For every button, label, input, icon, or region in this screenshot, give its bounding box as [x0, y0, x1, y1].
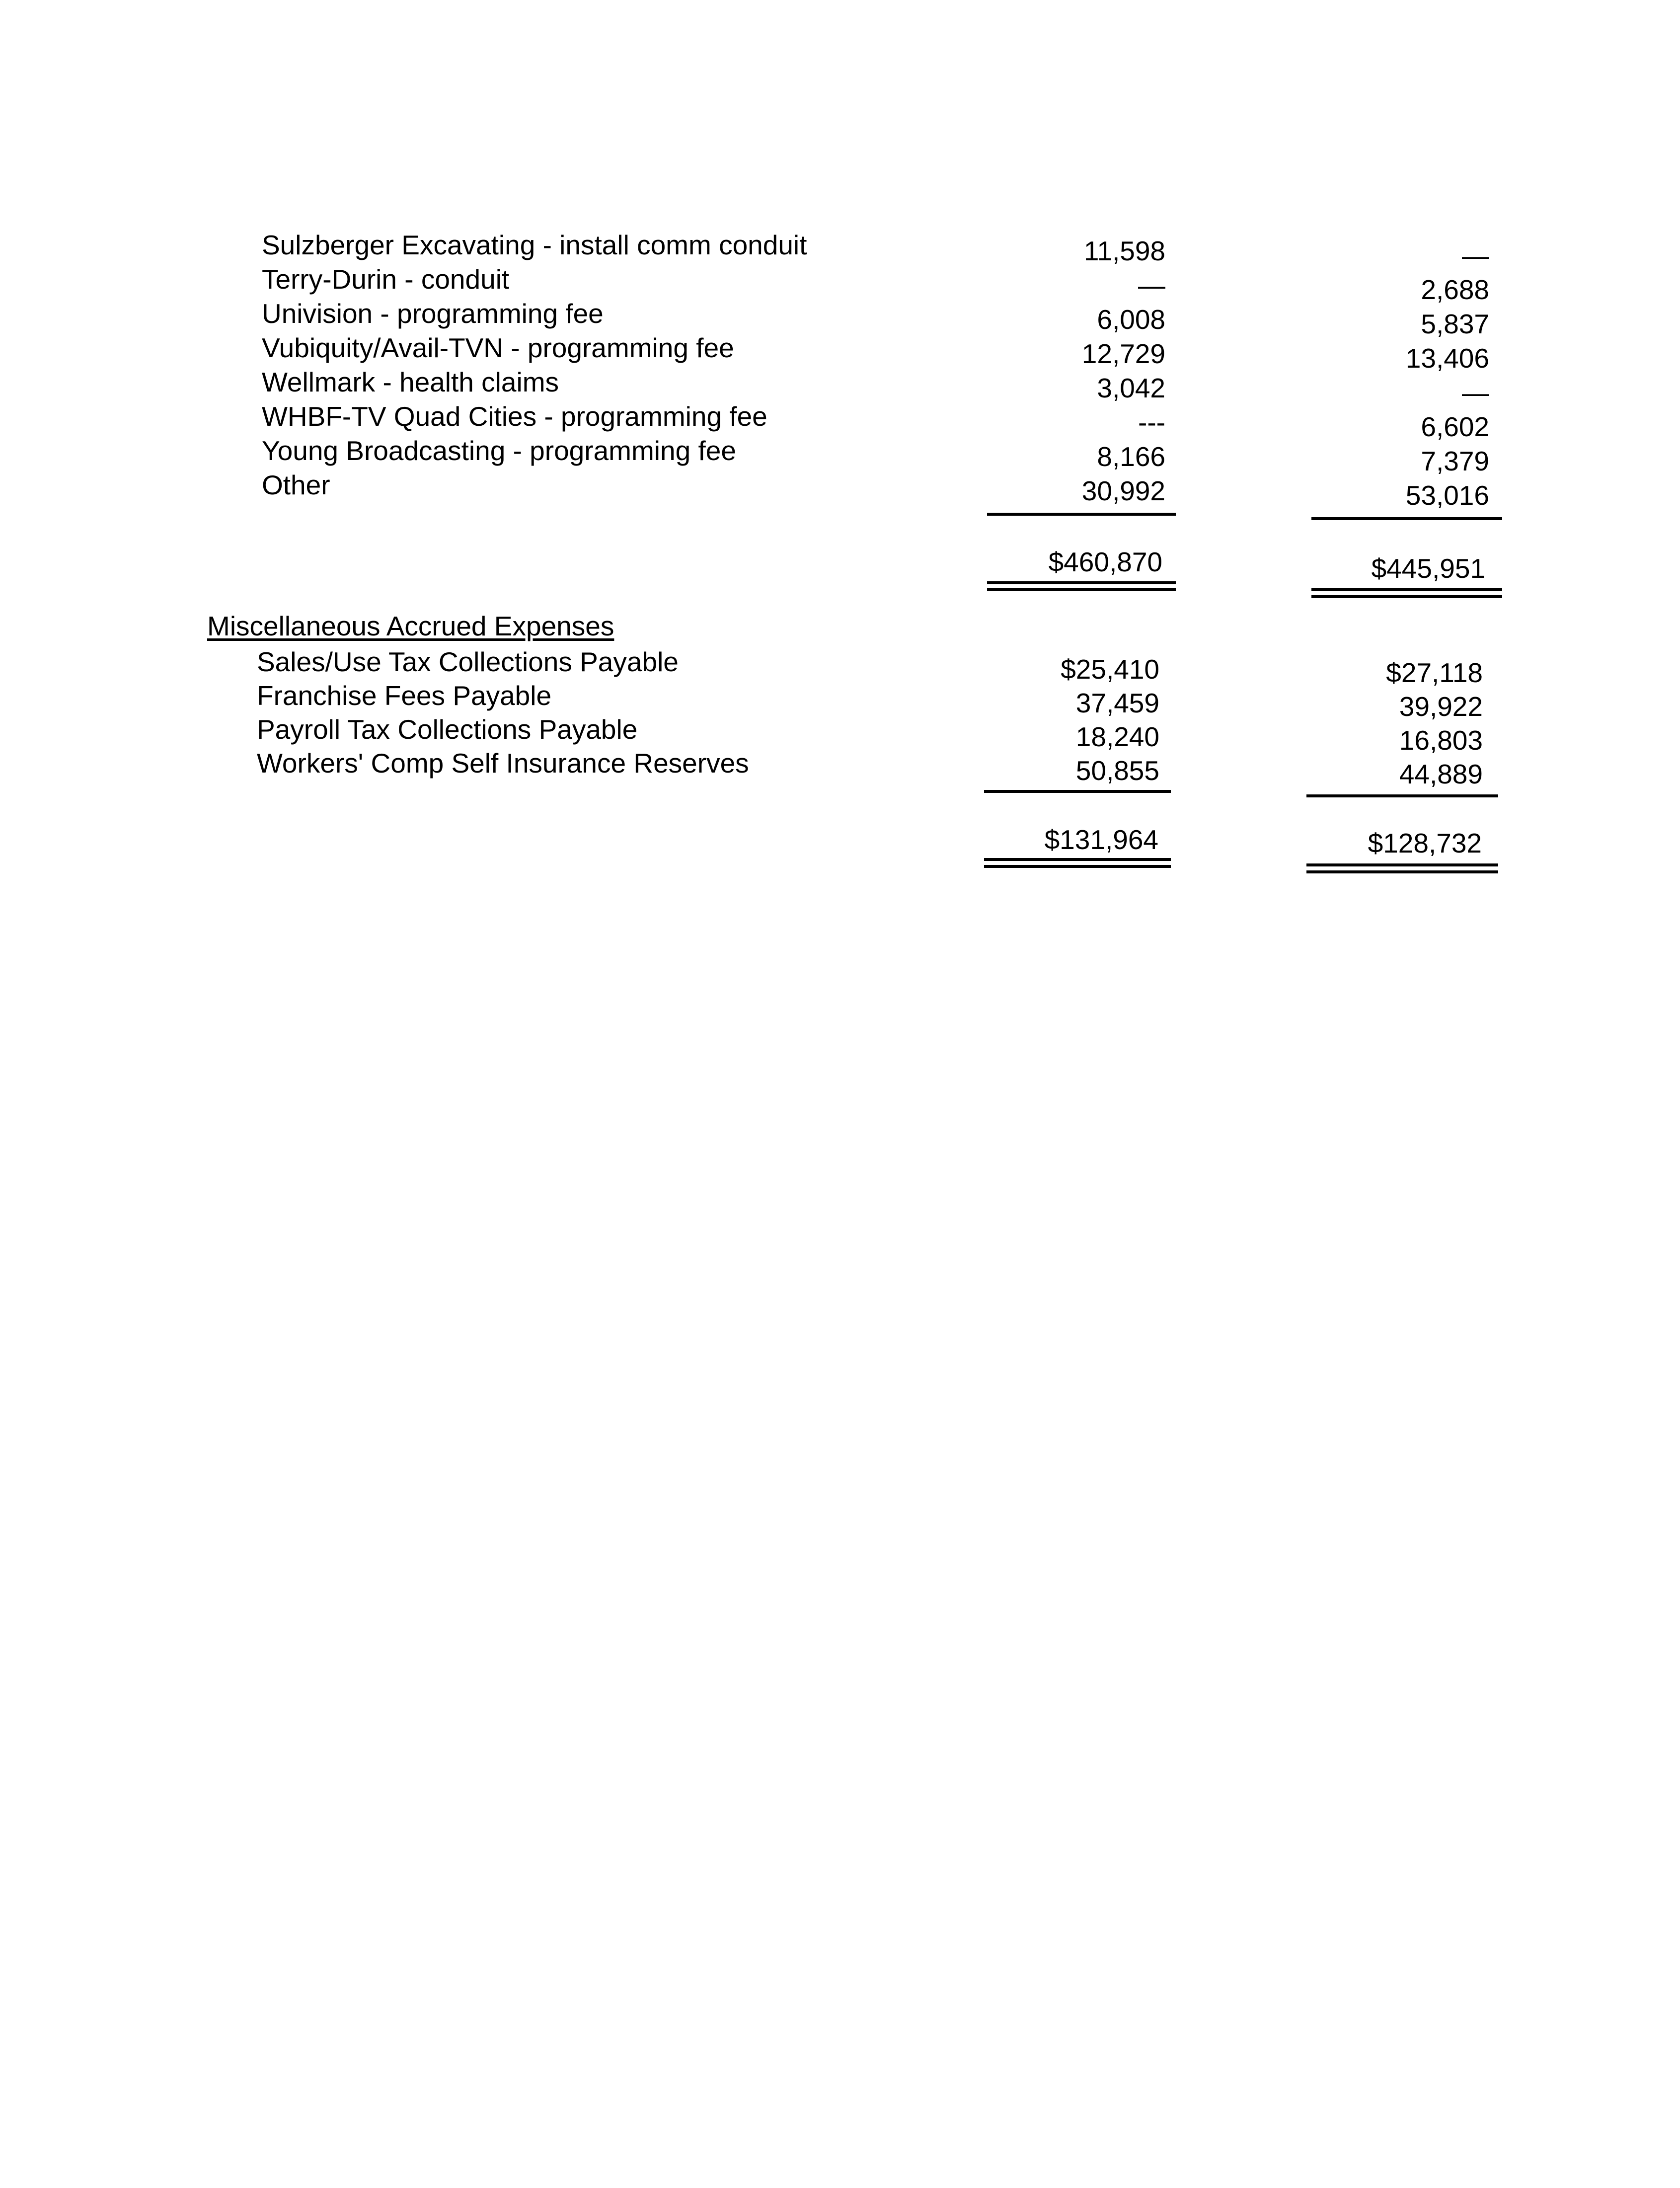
row-value-col2: 44,889	[1399, 759, 1483, 789]
row-value-col1: 11,598	[1083, 235, 1165, 266]
row-value-col1: $25,410	[1061, 654, 1159, 685]
row-label: Sales/Use Tax Collections Payable	[257, 646, 679, 677]
subtotal-rule-col1	[984, 790, 1171, 793]
row-value-col1: 8,166	[1097, 441, 1165, 472]
row-value-col1: 50,855	[1075, 755, 1159, 786]
double-rule-col1-b	[984, 865, 1171, 868]
row-label: WHBF-TV Quad Cities - programming fee	[262, 401, 767, 432]
row-value-col2: 2,688	[1421, 274, 1489, 305]
double-rule-col2-b	[1311, 595, 1502, 598]
section2-total-col1: $131,964	[1044, 824, 1158, 855]
row-value-col2: 16,803	[1399, 725, 1483, 756]
double-rule-col2-a	[1306, 863, 1498, 866]
row-value-col1: 18,240	[1075, 721, 1159, 752]
double-rule-col1-a	[984, 858, 1171, 861]
subtotal-rule-col2	[1311, 517, 1502, 520]
section1-total-col2: $445,951	[1371, 553, 1485, 584]
row-value-col2: 13,406	[1405, 343, 1489, 374]
row-value-col2: —	[1462, 377, 1489, 408]
row-label: Other	[262, 469, 330, 500]
row-value-col2: 6,602	[1421, 411, 1489, 442]
row-label: Payroll Tax Collections Payable	[257, 714, 638, 745]
row-value-col2: 5,837	[1421, 309, 1489, 339]
section2-total-col2: $128,732	[1368, 828, 1482, 859]
section1-total-col1: $460,870	[1048, 547, 1162, 577]
row-value-col1: ---	[1138, 407, 1165, 438]
row-value-col1: 3,042	[1097, 373, 1165, 403]
row-value-col2: $27,118	[1386, 657, 1483, 688]
row-label: Franchise Fees Payable	[257, 680, 552, 711]
row-label: Vubiquity/Avail-TVN - programming fee	[262, 332, 734, 363]
double-rule-col2-b	[1306, 870, 1498, 873]
row-label: Terry-Durin - conduit	[262, 264, 510, 295]
row-label: Sulzberger Excavating - install comm conduit	[262, 230, 807, 260]
row-value-col2: 53,016	[1405, 480, 1489, 511]
row-label: Wellmark - health claims	[262, 367, 559, 397]
row-value-col2: 39,922	[1399, 691, 1483, 722]
row-value-col1: 12,729	[1081, 338, 1165, 369]
row-value-col1: —	[1138, 270, 1165, 301]
double-rule-col1-b	[987, 588, 1176, 591]
section-heading: Miscellaneous Accrued Expenses	[207, 611, 614, 641]
row-label: Workers' Comp Self Insurance Reserves	[257, 748, 749, 779]
subtotal-rule-col2	[1306, 794, 1498, 797]
row-value-col1: 6,008	[1097, 304, 1165, 335]
double-rule-col2-a	[1311, 588, 1502, 591]
subtotal-rule-col1	[987, 513, 1176, 516]
row-value-col1: 37,459	[1075, 688, 1159, 718]
row-value-col2: 7,379	[1421, 446, 1489, 476]
row-label: Univision - programming fee	[262, 298, 604, 329]
row-label: Young Broadcasting - programming fee	[262, 435, 736, 466]
row-value-col2: —	[1462, 240, 1489, 271]
double-rule-col1-a	[987, 581, 1176, 584]
row-value-col1: 30,992	[1081, 475, 1165, 506]
